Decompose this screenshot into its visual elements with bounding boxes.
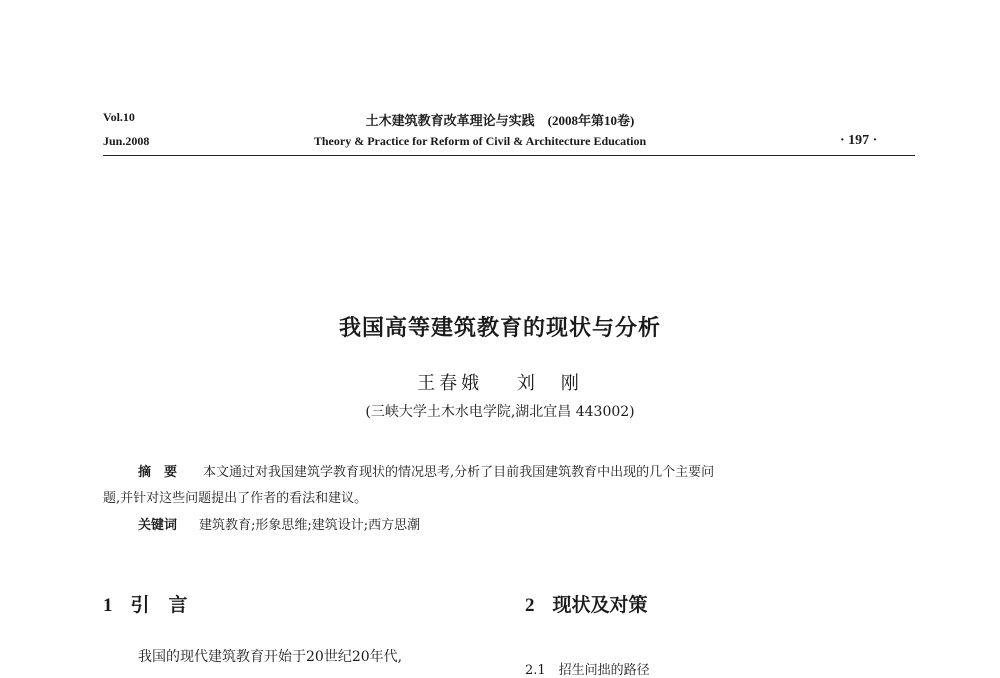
volume-label: Vol.10 <box>103 110 135 124</box>
header-rule <box>103 155 915 156</box>
author-list <box>0 369 1000 395</box>
section-number: 2 <box>525 595 535 616</box>
abstract-label: 摘 要 <box>138 465 178 480</box>
keywords <box>138 514 420 533</box>
keywords-label: 关键词 <box>138 518 178 533</box>
body-paragraph: 我国的现代建筑教育开始于20世纪20年代, <box>138 649 403 665</box>
abstract-line-2: 题,并针对这些问题提出了作者的看法和建议。 <box>103 491 368 506</box>
section-title: 引 言 <box>130 594 188 616</box>
abstract-text-1: 本文通过对我国建筑学教育现状的情况思考,分析了目前我国建筑教育中出现的几个主要问 <box>203 465 715 480</box>
abstract-line-1 <box>138 461 714 480</box>
author-name: 王春娥 <box>417 373 484 394</box>
page-number: · 197 · <box>840 133 878 148</box>
section-title: 现状及对策 <box>552 594 648 616</box>
keywords-text: 建筑教育;形象思维;建筑设计;西方思潮 <box>199 518 421 533</box>
author-name: 刘 刚 <box>516 373 583 394</box>
subsection-heading: 2.1 招生问拙的路径 <box>525 663 650 678</box>
issue-date: Jun.2008 <box>103 134 150 148</box>
author-affiliation: (三峡大学土木水电学院,湖北宜昌 443002) <box>365 404 635 420</box>
section-number: 1 <box>103 595 113 616</box>
journal-title-en: Theory & Practice for Reform of Civil & Architecture Education <box>313 134 647 148</box>
section-heading <box>525 590 648 617</box>
article-title: 我国高等建筑教育的现状与分析 <box>338 315 661 341</box>
section-heading <box>103 590 188 617</box>
journal-title-cn: 土木建筑教育改革理论与实践 (2008年第10卷) <box>365 113 635 128</box>
